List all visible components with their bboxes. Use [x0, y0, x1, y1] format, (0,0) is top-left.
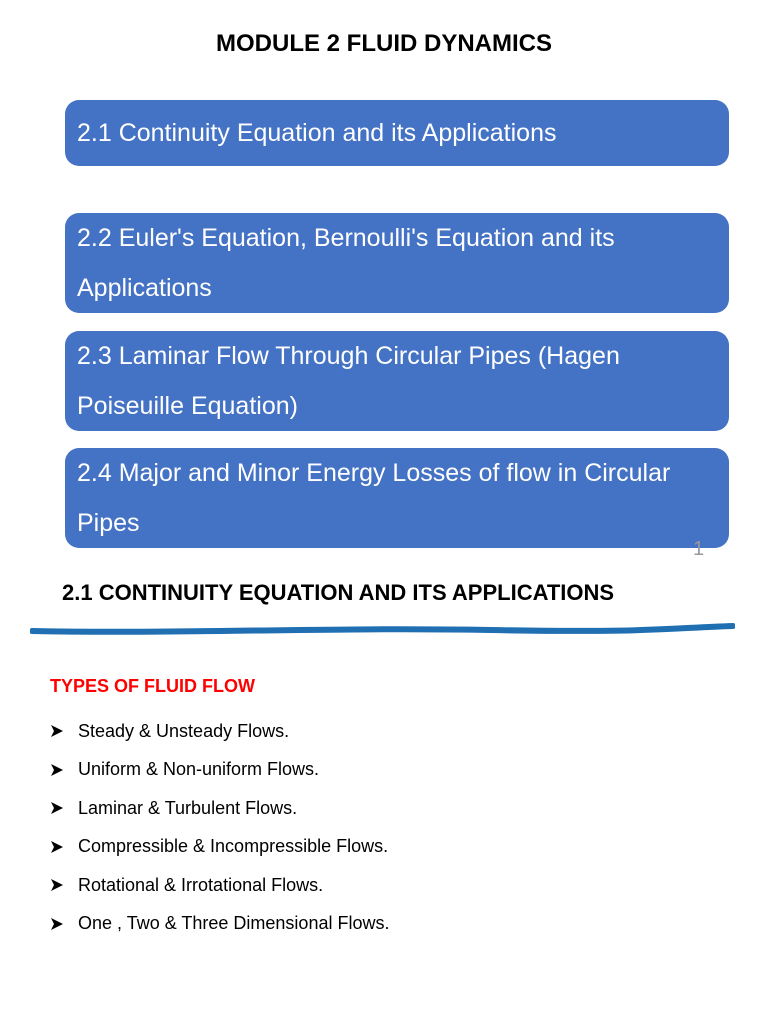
topic-label: 2.3 Laminar Flow Through Circular Pipes (Hagen Poiseuille Equation): [77, 342, 620, 420]
list-item-label: Rotational & Irrotational Flows.: [78, 874, 324, 895]
list-item-label: Laminar & Turbulent Flows.: [78, 797, 298, 818]
list-item-label: Steady & Unsteady Flows.: [78, 720, 290, 741]
section-heading: 2.1 CONTINUITY EQUATION AND ITS APPLICATIONS: [62, 580, 615, 605]
topic-label: 2.2 Euler's Equation, Bernoulli's Equation and its Applications: [77, 224, 615, 302]
topic-label: 2.1 Continuity Equation and its Applications: [77, 119, 557, 147]
arrowhead-bullet-icon: [50, 801, 78, 815]
list-item-label: One , Two & Three Dimensional Flows.: [78, 913, 390, 934]
list-item: [50, 905, 389, 944]
arrowhead-bullet-icon: [50, 917, 78, 931]
slide-number: 1: [693, 538, 705, 560]
list-item: [50, 789, 389, 828]
list-item-label: Uniform & Non-uniform Flows.: [78, 759, 320, 780]
module-title: MODULE 2 FLUID DYNAMICS: [216, 30, 552, 57]
topic-label: 2.4 Major and Minor Energy Losses of flow in Circular Pipes: [77, 459, 671, 537]
arrowhead-bullet-icon: [50, 878, 78, 892]
topic-box-2-2: [65, 213, 729, 313]
list-item: [50, 712, 389, 751]
list-item: [50, 866, 389, 905]
arrowhead-bullet-icon: [50, 763, 78, 777]
list-item: [50, 828, 389, 867]
heading-underline: [30, 620, 735, 638]
arrowhead-bullet-icon: [50, 840, 78, 854]
topic-box-2-1: [65, 100, 729, 166]
topic-box-2-3: [65, 331, 729, 431]
topic-box-2-4: [65, 448, 729, 548]
arrowhead-bullet-icon: [50, 724, 78, 738]
list-item: [50, 751, 389, 790]
types-heading: TYPES OF FLUID FLOW: [50, 676, 255, 696]
list-item-label: Compressible & Incompressible Flows.: [78, 836, 389, 857]
flow-types-list: [50, 712, 389, 943]
